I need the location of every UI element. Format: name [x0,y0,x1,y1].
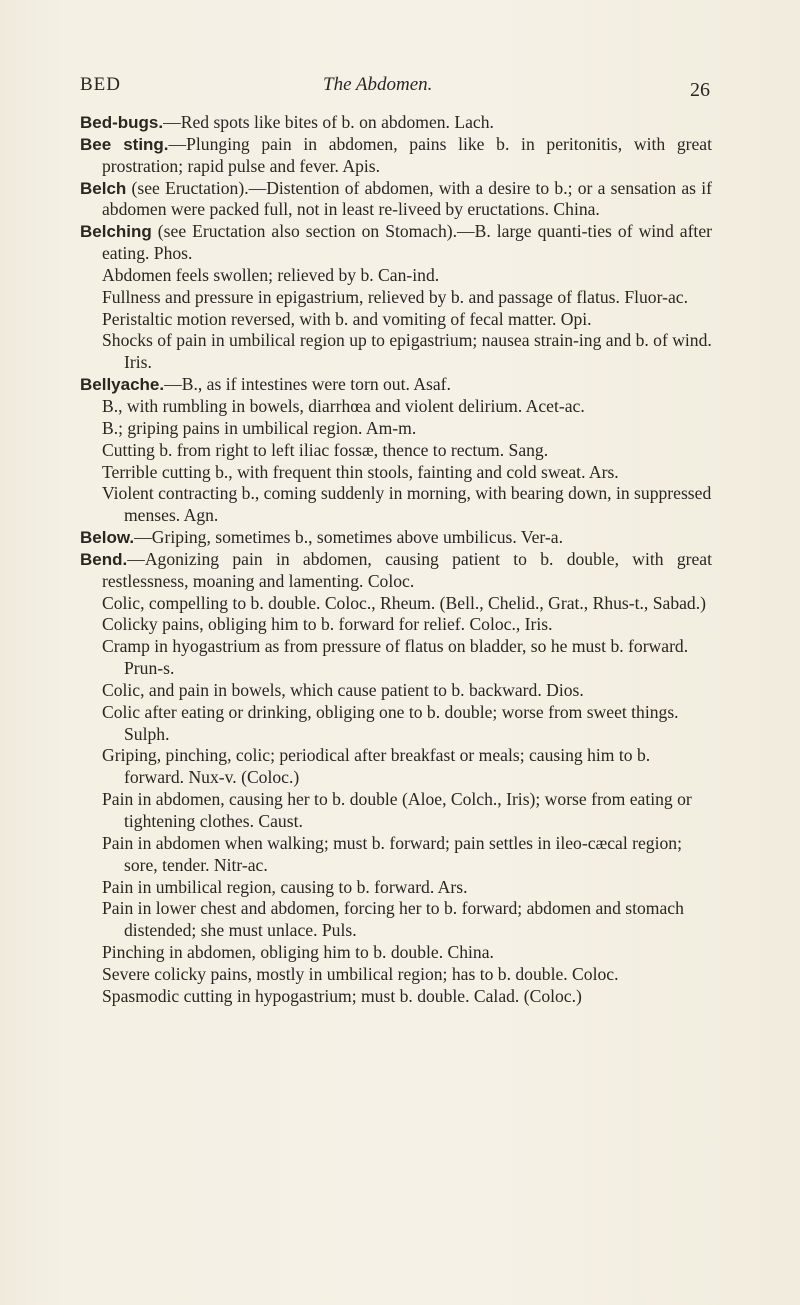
subentry: Cramp in hyogastrium as from pressure of flatus on bladder, so he must b. forward. Prun-s. [102,636,689,679]
subentry: Pinching in abdomen, obliging him to b. double. China. [102,942,494,963]
entry-heading: Belching [80,222,152,242]
entry-bellyache [80,374,712,396]
subentry: Pain in lower chest and abdomen, forcing her to b. forward; abdomen and stomach distended; she must unlace. Puls. [102,898,684,941]
entry-text: —Red spots like bites of b. on abdomen. Lach. [163,112,494,132]
subentry: Shocks of pain in umbilical region up to epigastrium; nausea strain-ing and b. of wind. Iris. [102,330,712,373]
entry-heading: Bend. [80,549,128,569]
subentry: Griping, pinching, colic; periodical after breakfast or meals; causing him to b. forward. Nux-v. (Coloc.) [102,745,651,788]
entry-text: —Griping, sometimes b., sometimes above umbilicus. Ver-a. [134,527,563,548]
page-body [80,112,712,1008]
page-number: 26 [690,79,710,101]
entry-heading: Below. [80,528,135,548]
entry-heading: Belch [80,178,127,198]
subentry: Colic after eating or drinking, obliging one to b. double; worse from sweet things. Sulph. [102,701,679,744]
subentry: Colic, and pain in bowels, which cause patient to b. backward. Dios. [102,679,584,700]
entry-text: (see Eructation).—Distention of abdomen, with a desire to b.; or a sensation as if abdomen were packed full, not in least re-liveed by eructations. China. [102,177,712,220]
subentry: Severe colicky pains, mostly in umbilical region; has to b. double. Coloc. [102,963,619,984]
entry-bee-sting [80,134,712,178]
header-keyword: BED [80,74,121,95]
subentry: Pain in umbilical region, causing to b. forward. Ars. [102,876,468,897]
belching-subentries [80,265,712,374]
bend-subentries [80,593,712,1008]
entry-heading: Bellyache. [80,375,165,395]
subentry: Cutting b. from right to left iliac fossæ, thence to rectum. Sang. [102,439,549,460]
subentry: Abdomen feels swollen; relieved by b. Can-ind. [102,264,440,285]
header-section-title: The Abdomen. [323,74,433,95]
subentry: Terrible cutting b., with frequent thin stools, fainting and cold sweat. Ars. [102,461,619,482]
subentry: B., with rumbling in bowels, diarrhœa and violent delirium. Acet-ac. [102,395,585,416]
entry-belch [80,178,712,222]
subentry: Violent contracting b., coming suddenly in morning, with bearing down, in suppressed menses. Agn. [102,483,712,526]
entry-bed-bugs [80,112,712,134]
subentry: Fullness and pressure in epigastrium, relieved by b. and passage of flatus. Fluor-ac. [102,286,688,307]
entry-text: —Plunging pain in abdomen, pains like b. in peritonitis, with great prostration; rapid pulse and fever. Apis. [102,133,712,176]
entry-heading: Bed-bugs. [80,113,164,132]
entry-text: (see Eructation also section on Stomach).—B. large quanti-ties of wind after eating. Phos. [102,221,712,264]
subentry: Pain in abdomen, causing her to b. double (Aloe, Colch., Iris); worse from eating or tightening clothes. Caust. [102,789,692,831]
entry-belching [80,221,712,265]
subentry: Pain in abdomen when walking; must b. forward; pain settles in ileo-cæcal region; sore, tender. Nitr-ac. [102,832,682,875]
bellyache-subentries [80,396,712,527]
entry-below [80,527,712,549]
entry-text: —B., as if intestines were torn out. Asaf. [164,374,451,395]
subentry: Spasmodic cutting in hypogastrium; must b. double. Calad. (Coloc.) [102,985,582,1006]
subentry: Colic, compelling to b. double. Coloc., Rheum. (Bell., Chelid., Grat., Rhus-t., Sabad.) [102,592,706,613]
entry-heading: Bee sting. [80,134,169,154]
running-header [80,74,710,102]
subentry: Colicky pains, obliging him to b. forward for relief. Coloc., Iris. [102,614,553,635]
entry-bend [80,549,712,593]
subentry: B.; griping pains in umbilical region. Am-m. [102,417,417,438]
entry-text: —Agonizing pain in abdomen, causing patient to b. double, with great restlessness, moaning and lamenting. Coloc. [102,548,712,591]
subentry: Peristaltic motion reversed, with b. and vomiting of fecal matter. Opi. [102,308,592,329]
